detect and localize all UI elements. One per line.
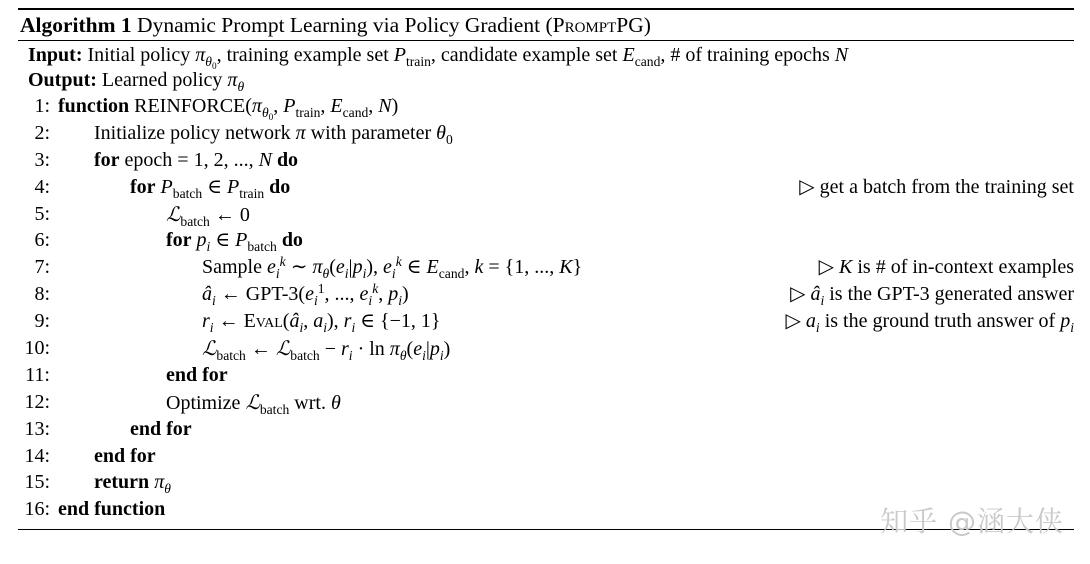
line-comment: ▷ get a batch from the training set (799, 175, 1074, 198)
title-rule (18, 40, 1074, 41)
line-number: 6: (34, 229, 50, 252)
algo-line-8 (18, 281, 1074, 308)
input-label: Input: (28, 44, 83, 66)
line-code: for epoch = 1, 2, ..., N do (94, 148, 299, 171)
algorithm-number: Algorithm 1 (20, 13, 132, 37)
algo-line-11 (18, 362, 1074, 389)
algo-line-12 (18, 389, 1074, 416)
algorithm-box (18, 8, 1074, 530)
input-text: Initial policy $\pi_{\theta_0}$, training example set $P_{train}$, candidate example set $E_{cand}$, # of training epochs N (87, 44, 849, 71)
algo-line-14 (18, 443, 1074, 470)
line-number: 14: (24, 444, 50, 467)
algo-line-3 (18, 147, 1074, 174)
line-comment: ▷ K is # of in-context examples (818, 256, 1074, 279)
algo-line-15 (18, 469, 1074, 496)
line-code: $r_i$ ← $Eval(â_i$, $a_i$), $r_i$ ∈ {−1, 1} (202, 310, 441, 335)
output-line (18, 68, 1074, 93)
line-code: end for (94, 444, 156, 467)
line-number: 12: (24, 390, 50, 413)
line-number: 8: (34, 283, 50, 306)
algo-line-7 (18, 254, 1074, 281)
algo-line-13 (18, 416, 1074, 443)
line-number: 16: (24, 498, 50, 521)
algorithm-lines (18, 93, 1074, 523)
algorithm-title-close: ) (643, 13, 651, 37)
line-number: 3: (34, 148, 50, 171)
line-number: 4: (34, 175, 50, 198)
algorithm-title-acronym: PromptPG (552, 13, 644, 37)
algo-line-10 (18, 335, 1074, 362)
output-text: Learned policy $\pi_\theta$ (101, 69, 245, 94)
algo-line-4 (18, 174, 1074, 201)
algorithm-title-text: Dynamic Prompt Learning via Policy Gradient ( (137, 13, 553, 37)
algo-line-9 (18, 308, 1074, 335)
line-number: 2: (34, 121, 50, 144)
output-label: Output: (28, 69, 97, 91)
line-number: 1: (34, 95, 50, 117)
line-code: ℒ$_{batch}$ ← 0 (166, 201, 250, 229)
line-number: 7: (34, 256, 50, 279)
algo-line-6 (18, 227, 1074, 254)
algo-line-1 (18, 93, 1074, 120)
line-comment: ▷ $â_i$ is the GPT-3 generated answer (790, 283, 1074, 308)
input-line (18, 43, 1074, 71)
line-code: for $p_i$ ∈ $P_{batch}$ do (166, 229, 303, 255)
watermark: 知乎 @涵大侠 (880, 505, 1064, 538)
line-code: Optimize ℒ$_{batch}$ wrt. θ (166, 389, 341, 417)
line-code: end function (58, 498, 166, 521)
line-code: ℒ$_{batch}$ ← ℒ$_{batch}$ − $r_i \cdot \ln \pi_\theta(e_i|p_i)$ (202, 336, 451, 363)
line-number: 10: (24, 337, 50, 360)
line-number: 13: (24, 417, 50, 440)
algorithm-title (18, 10, 1074, 40)
line-code: Sample $e_i^k$ ∼ $\pi_\theta(e_i|p_i)$, $e_i^k$ ∈ $E_{cand}$, k = {1, ..., K} (202, 254, 583, 282)
line-code: function $REINFORCE(\pi_{\theta_0}$, $P_{train}$, $E_{cand}$, N) (58, 95, 399, 122)
line-code: end for (166, 363, 228, 386)
line-number: 5: (34, 202, 50, 225)
line-number: 9: (34, 310, 50, 333)
line-code: end for (130, 417, 192, 440)
algo-line-2 (18, 120, 1074, 147)
line-comment: ▷ $a_i$ is the ground truth answer of $p_i$ (785, 310, 1074, 335)
line-number: 11: (25, 363, 50, 386)
line-code: Initialize policy network π with parameter $\theta_0$ (94, 121, 453, 147)
line-number: 15: (24, 471, 50, 494)
line-code: $â_i$ ← GPT-$3(e_i^1$, ..., $e_i^k$, $p_i$) (202, 281, 409, 308)
line-code: for $P_{batch}$ ∈ $P_{train}$ do (130, 175, 291, 201)
line-code: return $\pi_\theta$ (94, 471, 171, 497)
algo-line-5 (18, 201, 1074, 228)
